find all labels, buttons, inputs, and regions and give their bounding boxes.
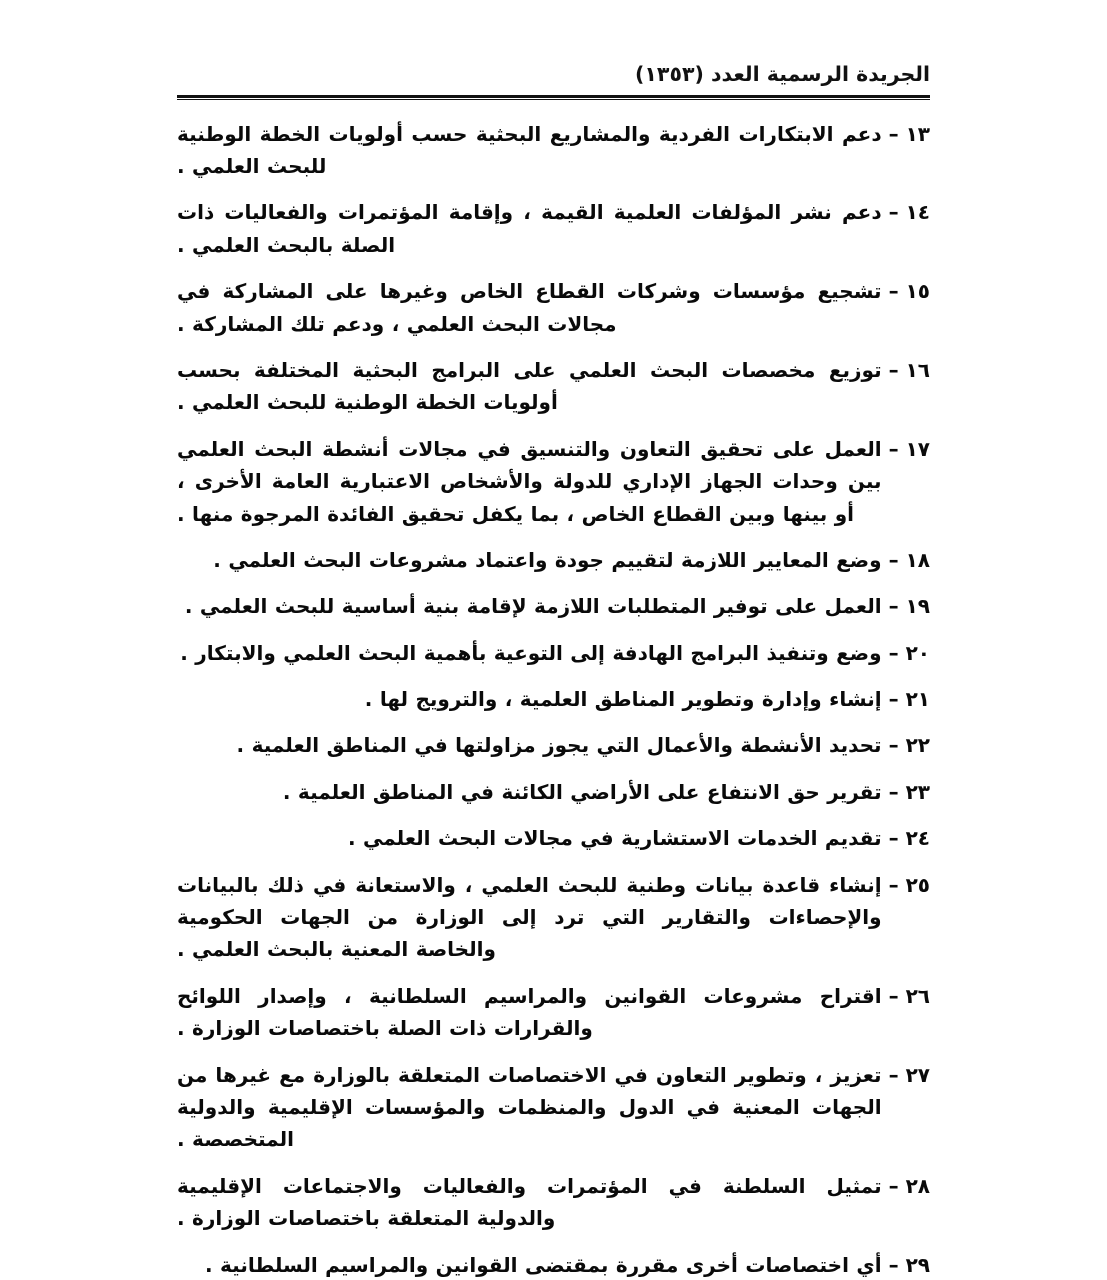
page-content-area [177, 62, 930, 1280]
clause-separator-dash: – [888, 547, 899, 572]
clause-text: إنشاء وإدارة وتطوير المناطق العلمية ، والترويج لها . [364, 687, 882, 712]
clause-number: ٢٩ [905, 1252, 930, 1277]
clause-separator-dash: – [888, 279, 899, 304]
clause-item [177, 776, 930, 808]
clause-item [177, 354, 930, 419]
clause-separator-dash: – [888, 200, 899, 225]
clause-number: ١٧ [905, 436, 930, 461]
clause-number: ٢٢ [905, 733, 930, 758]
clause-separator-dash: – [888, 121, 899, 146]
clause-text: اقتراح مشروعات القوانين والمراسيم السلطانية ، وإصدار اللوائح والقرارات ذات الصلة باختصاصات الوزارة . [177, 983, 882, 1041]
clause-item [177, 1170, 930, 1235]
clause-item [177, 729, 930, 761]
clause-text: تقديم الخدمات الاستشارية في مجالات البحث العلمي . [347, 826, 882, 851]
clause-item [177, 637, 930, 669]
clause-item [177, 1059, 930, 1156]
clause-separator-dash: – [888, 1252, 899, 1277]
clause-separator-dash: – [888, 357, 899, 382]
clause-number: ١٩ [905, 594, 930, 619]
header-divider-rule [177, 95, 930, 100]
clause-number: ٢٥ [905, 872, 930, 897]
clause-separator-dash: – [888, 1173, 899, 1198]
clause-number: ٢٦ [905, 983, 930, 1008]
clause-separator-dash: – [888, 779, 899, 804]
clause-text: تعزيز ، وتطوير التعاون في الاختصاصات المتعلقة بالوزارة مع غيرها من الجهات المعنية في الدول والمنظمات والمؤسسات الإقليمية والدولية المتخصصة . [177, 1062, 882, 1152]
clause-number: ١٥ [905, 279, 930, 304]
clause-separator-dash: – [888, 1062, 899, 1087]
clause-item [177, 433, 930, 530]
clause-number: ١٤ [905, 200, 930, 225]
clause-text: دعم الابتكارات الفردية والمشاريع البحثية حسب أولويات الخطة الوطنية للبحث العلمي . [177, 121, 882, 179]
clause-text: إنشاء قاعدة بيانات وطنية للبحث العلمي ، والاستعانة في ذلك بالبيانات والإحصاءات والتقارير التي ترد إلى الوزارة من الجهات الحكومية والخاصة المعنية بالبحث العلمي . [177, 872, 882, 962]
clause-number: ٢٨ [905, 1173, 930, 1198]
clause-text: أي اختصاصات أخرى مقررة بمقتضى القوانين والمراسيم السلطانية . [204, 1252, 882, 1277]
clause-text: دعم نشر المؤلفات العلمية القيمة ، وإقامة المؤتمرات والفعاليات ذات الصلة بالبحث العلمي . [177, 200, 882, 257]
clause-separator-dash: – [888, 436, 899, 461]
clause-separator-dash: – [888, 594, 899, 619]
clause-list [177, 118, 930, 1280]
clause-separator-dash: – [888, 640, 899, 665]
clause-item [177, 275, 930, 340]
clause-number: ٢٧ [905, 1062, 930, 1087]
clause-text: وضع المعايير اللازمة لتقييم جودة واعتماد مشروعات البحث العلمي . [213, 547, 882, 572]
clause-number: ١٨ [905, 547, 930, 572]
page-header-masthead: الجريدة الرسمية العدد (١٣٥٣) [635, 62, 930, 86]
clause-number: ١٣ [905, 121, 930, 146]
clause-number: ١٦ [905, 357, 930, 382]
clause-text: تحديد الأنشطة والأعمال التي يجوز مزاولتها في المناطق العلمية . [236, 733, 882, 758]
clause-separator-dash: – [888, 687, 899, 712]
clause-number: ٢٠ [905, 640, 930, 665]
clause-item [177, 118, 930, 183]
clause-separator-dash: – [888, 872, 899, 897]
clause-item [177, 822, 930, 854]
clause-text: تشجيع مؤسسات وشركات القطاع الخاص وغيرها على المشاركة في مجالات البحث العلمي ، ودعم تلك المشاركة . [177, 279, 882, 336]
clause-separator-dash: – [888, 826, 899, 851]
clause-text: وضع وتنفيذ البرامج الهادفة إلى التوعية بأهمية البحث العلمي والابتكار . [180, 640, 882, 665]
clause-separator-dash: – [888, 983, 899, 1008]
clause-item [177, 869, 930, 966]
clause-number: ٢١ [905, 687, 930, 712]
clause-item [177, 683, 930, 715]
clause-separator-dash: – [888, 733, 899, 758]
clause-item [177, 544, 930, 576]
clause-item [177, 590, 930, 622]
clause-number: ٢٤ [905, 826, 930, 851]
clause-text: توزيع مخصصات البحث العلمي على البرامج البحثية المختلفة بحسب أولويات الخطة الوطنية للبحث العلمي . [177, 357, 882, 415]
clause-number: ٢٣ [905, 779, 930, 804]
clause-text: العمل على تحقيق التعاون والتنسيق في مجالات أنشطة البحث العلمي بين وحدات الجهاز الإداري للدولة والأشخاص الاعتبارية العامة الأخرى ، أو بينها وبين القطاع الخاص ، بما يكفل تحقيق الفائدة المرجوة منها . [177, 436, 882, 526]
clause-item [177, 1249, 930, 1280]
clause-text: العمل على توفير المتطلبات اللازمة لإقامة بنية أساسية للبحث العلمي . [184, 594, 882, 619]
clause-item [177, 196, 930, 261]
clause-text: تقرير حق الانتفاع على الأراضي الكائنة في المناطق العلمية . [282, 779, 882, 804]
clause-item [177, 980, 930, 1045]
clause-text: تمثيل السلطنة في المؤتمرات والفعاليات والاجتماعات الإقليمية والدولية المتعلقة باختصاصات الوزارة . [177, 1173, 882, 1231]
